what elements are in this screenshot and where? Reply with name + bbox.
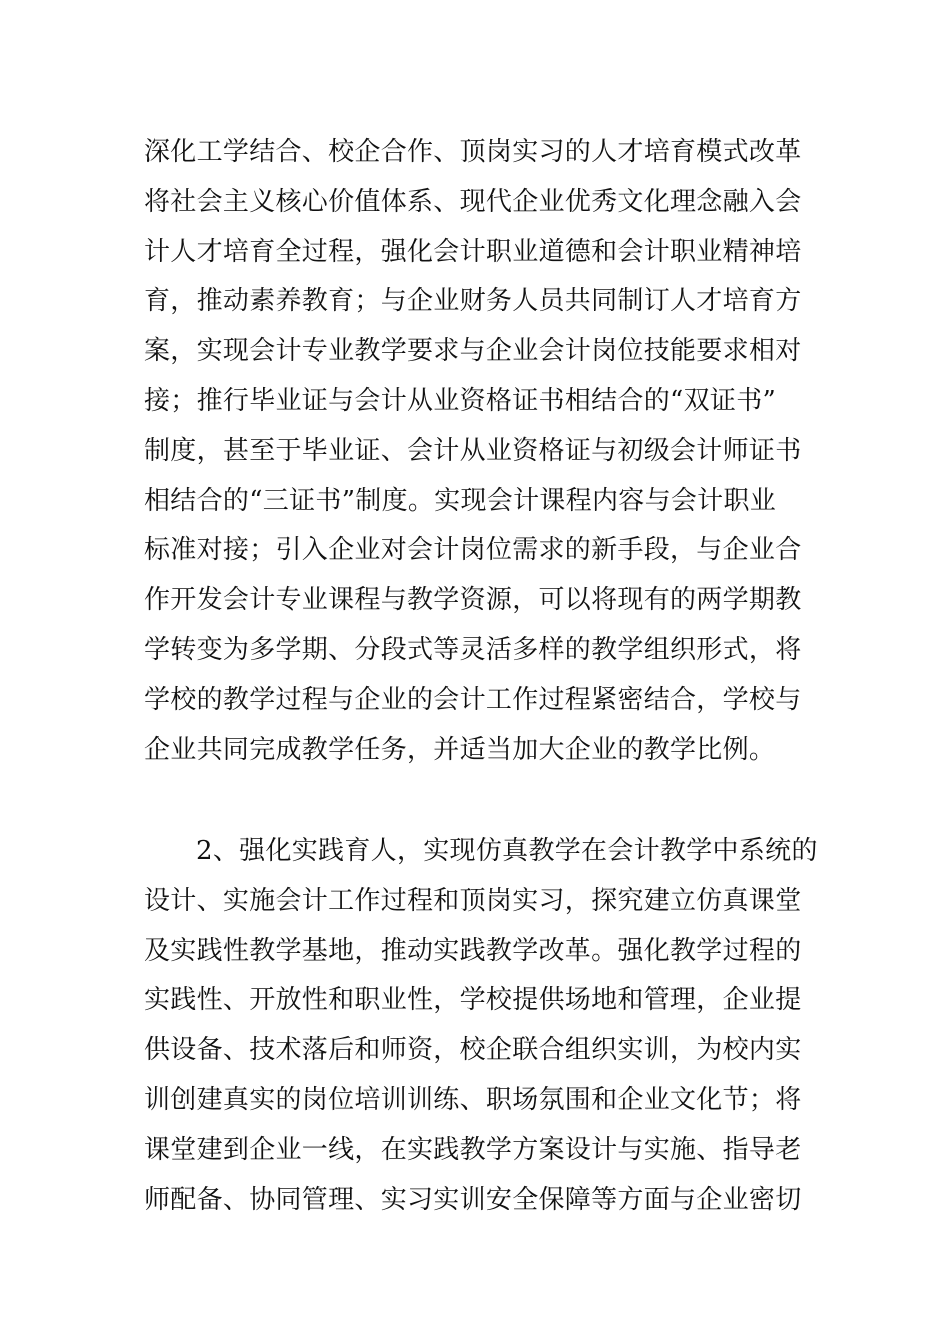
paragraph-2-line: 及实践性教学基地，推动实践教学改革。强化教学过程的: [144, 935, 802, 966]
paragraph-2: [144, 827, 818, 1225]
paragraph-1-line: 将社会主义核心价值体系、现代企业优秀文化理念融入会: [144, 186, 802, 217]
paragraph-1-line: 学校的教学过程与企业的会计工作过程紧密结合，学校与: [144, 684, 802, 715]
paragraph-1-line: 育，推动素养教育；与企业财务人员共同制订人才培育方: [144, 286, 802, 317]
paragraph-1: [144, 128, 808, 775]
paragraph-1-line: 学转变为多学期、分段式等灵活多样的教学组织形式，将: [144, 634, 802, 665]
paragraph-1-line: 接；推行毕业证与会计从业资格证书相结合的“双证书”: [144, 385, 777, 416]
paragraph-1-line: 作开发会计专业课程与教学资源，可以将现有的两学期教: [144, 585, 802, 616]
paragraph-1-line: 案，实现会计专业教学要求与企业会计岗位技能要求相对: [144, 336, 802, 367]
paragraph-2-line: 2、强化实践育人，实现仿真教学在会计教学中系统的: [196, 836, 818, 866]
paragraph-2-line: 课堂建到企业一线，在实践教学方案设计与实施、指导老: [144, 1134, 802, 1165]
paragraph-2-line: 师配备、协同管理、实习实训安全保障等方面与企业密切: [144, 1184, 802, 1215]
paragraph-1-line: 标准对接；引入企业对会计岗位需求的新手段，与企业合: [144, 535, 802, 566]
paragraph-1-line: 制度，甚至于毕业证、会计从业资格证与初级会计师证书: [144, 435, 802, 466]
paragraph-1-line: 相结合的“三证书”制度。实现会计课程内容与会计职业: [144, 485, 777, 516]
paragraph-1-line: 计人才培育全过程，强化会计职业道德和会计职业精神培: [144, 236, 802, 267]
paragraph-1-line: 企业共同完成教学任务，并适当加大企业的教学比例。: [144, 734, 776, 765]
paragraph-1-line: 深化工学结合、校企合作、顶岗实习的人才培育模式改革: [144, 137, 802, 167]
paragraph-2-line: 设计、实施会计工作过程和顶岗实习，探究建立仿真课堂: [144, 885, 802, 916]
paragraph-2-line: 训创建真实的岗位培训训练、职场氛围和企业文化节；将: [144, 1084, 802, 1115]
paragraph-2-line: 实践性、开放性和职业性，学校提供场地和管理，企业提: [144, 985, 802, 1016]
paragraph-2-line: 供设备、技术落后和师资，校企联合组织实训，为校内实: [144, 1035, 802, 1066]
